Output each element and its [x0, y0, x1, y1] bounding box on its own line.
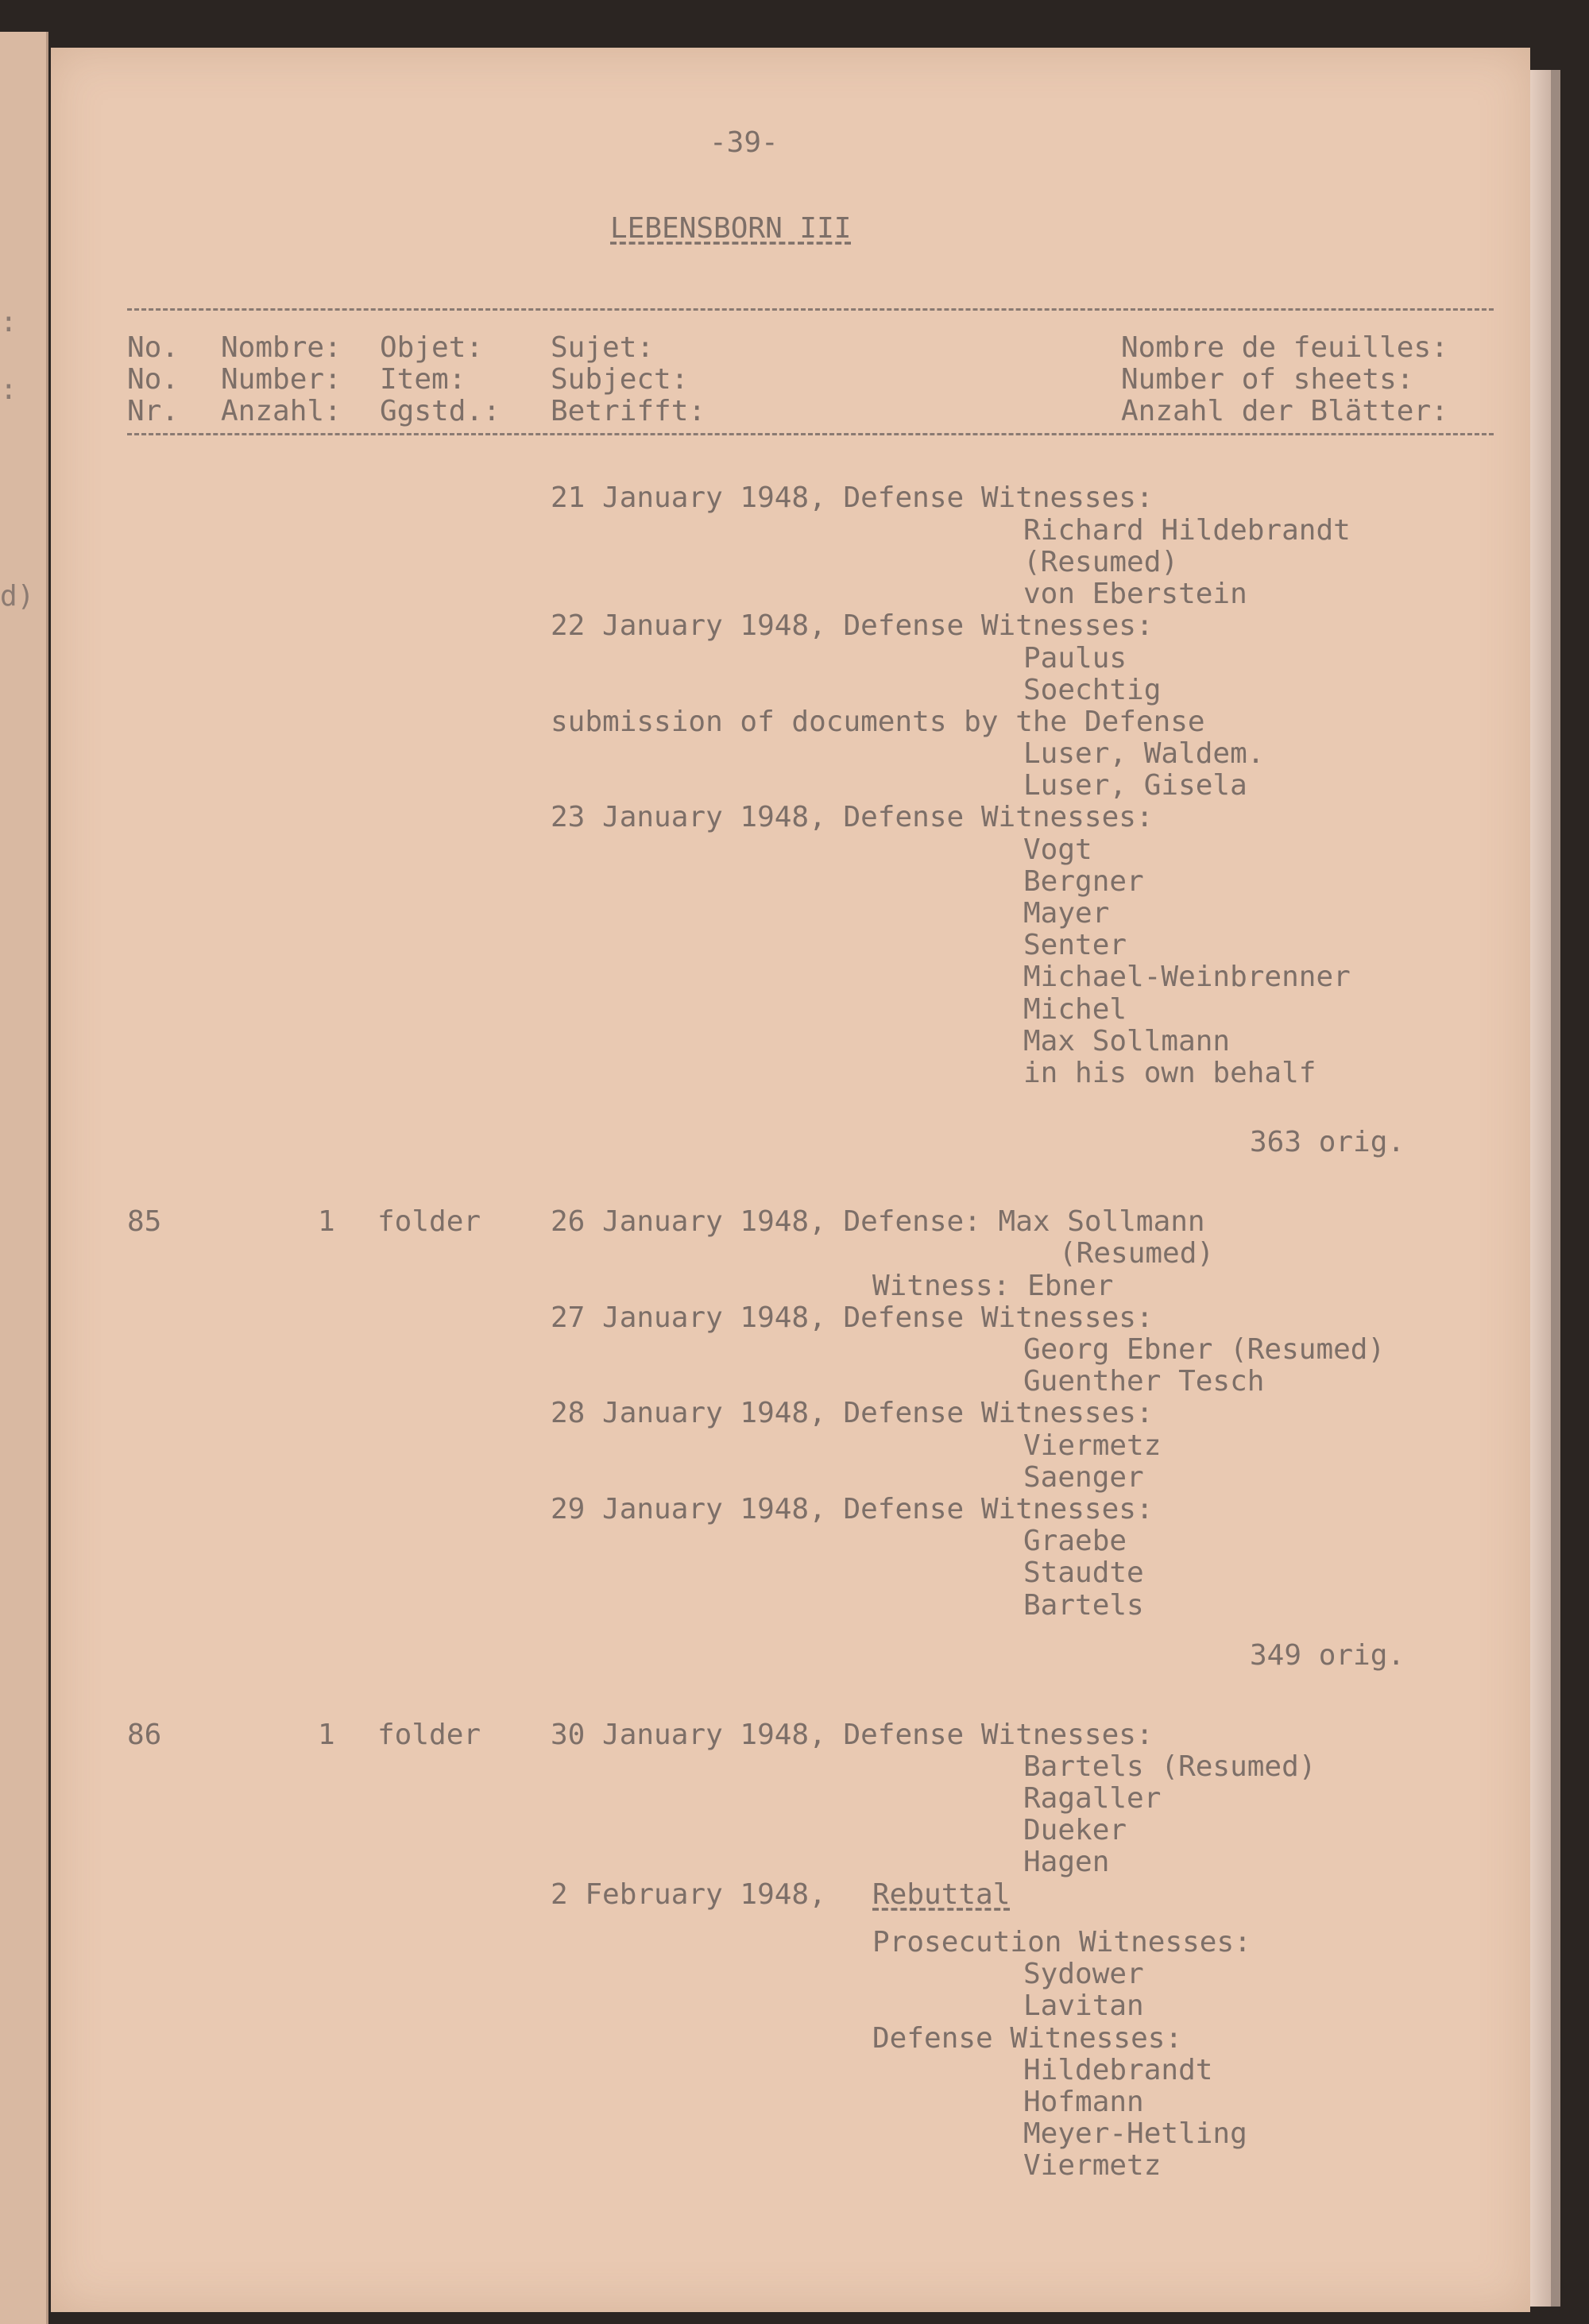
subject-line: 30 January 1948, Defense Witnesses: [551, 1719, 1154, 1751]
subject-line: Hofmann [1023, 2086, 1144, 2118]
subject-line: 23 January 1948, Defense Witnesses: [551, 801, 1154, 833]
subject-line: Bergner [1023, 865, 1144, 898]
subject-line: Saenger [1023, 1461, 1144, 1494]
subject-line: Ragaller [1023, 1782, 1162, 1815]
subject-line: Meyer-Hetling [1023, 2117, 1247, 2150]
header-rule-bottom [127, 433, 1494, 435]
header-no: Nr. [127, 395, 180, 427]
subject-line: 22 January 1948, Defense Witnesses: [551, 609, 1154, 642]
page-number: -39- [709, 126, 779, 159]
header-subject: Sujet: [551, 331, 655, 364]
header-item: Ggstd.: [380, 395, 501, 427]
subject-line: Prosecution Witnesses: [872, 1926, 1251, 1959]
margin-mark: : [0, 306, 17, 338]
header-count: Anzahl: [221, 395, 342, 427]
subject-line: 21 January 1948, Defense Witnesses: [551, 481, 1154, 514]
subject-line: Vogt [1023, 833, 1092, 866]
entry-number: 85 [127, 1205, 162, 1238]
subject-line: 29 January 1948, Defense Witnesses: [551, 1493, 1154, 1525]
header-sheets: Anzahl der Blätter: [1121, 395, 1448, 427]
subject-line: 26 January 1948, Defense: Max Sollmann [551, 1205, 1205, 1238]
subject-line: Sydower [1023, 1958, 1144, 1990]
subject-line: Hildebrandt [1023, 2054, 1213, 2086]
header-count: Number: [221, 363, 342, 396]
margin-mark: : [0, 373, 17, 406]
subject-line: Richard Hildebrandt [1023, 514, 1351, 547]
subject-line: Michael-Weinbrenner [1023, 961, 1351, 993]
header-subject: Subject: [551, 363, 689, 396]
subject-line: in his own behalf [1023, 1057, 1316, 1089]
page-edge-shadow [1551, 70, 1560, 2307]
subject-line: Lavitan [1023, 1990, 1144, 2022]
subject-line: Mayer [1023, 897, 1110, 930]
subject-line: Bartels (Resumed) [1023, 1750, 1316, 1783]
previous-page-edge [0, 32, 48, 2324]
subject-line: Guenther Tesch [1023, 1365, 1265, 1398]
subject-line: Max Sollmann [1023, 1025, 1231, 1058]
entry-item: folder [377, 1719, 481, 1751]
entry-item: folder [377, 1205, 481, 1238]
subject-line: Hagen [1023, 1846, 1110, 1878]
subject-line: submission of documents by the Defense [551, 706, 1205, 738]
header-no: No. [127, 363, 180, 396]
subject-line: von Eberstein [1023, 578, 1247, 610]
sheets-count: 349 orig. [1250, 1639, 1405, 1672]
sheets-count: 363 orig. [1250, 1126, 1405, 1158]
subject-line: 2 February 1948, [551, 1878, 826, 1911]
header-no: No. [127, 331, 180, 364]
header-item: Objet: [380, 331, 484, 364]
header-item: Item: [380, 363, 466, 396]
subject-line: Dueker [1023, 1814, 1127, 1846]
subject-line: Graebe [1023, 1525, 1127, 1557]
subject-line: Witness: Ebner [872, 1270, 1114, 1302]
margin-mark: d) [0, 580, 35, 613]
subject-line: Michel [1023, 993, 1127, 1026]
subject-line: (Resumed) [1023, 546, 1179, 578]
subject-line: Viermetz [1023, 1429, 1162, 1462]
subject-line: Paulus [1023, 642, 1127, 675]
subject-line: Senter [1023, 929, 1127, 961]
subject-line: Staudte [1023, 1556, 1144, 1589]
subject-line: Soechtig [1023, 674, 1162, 706]
header-sheets: Nombre de feuilles: [1121, 331, 1448, 364]
subject-line: Luser, Waldem. [1023, 737, 1265, 770]
header-count: Nombre: [221, 331, 342, 364]
subject-line: (Resumed) [1059, 1237, 1215, 1270]
header-subject: Betrifft: [551, 395, 706, 427]
rebuttal-heading: Rebuttal [872, 1878, 1011, 1911]
subject-line: Georg Ebner (Resumed) [1023, 1333, 1386, 1366]
page-title: LEBENSBORN III [610, 212, 852, 245]
header-sheets: Number of sheets: [1121, 363, 1414, 396]
subject-line: 27 January 1948, Defense Witnesses: [551, 1301, 1154, 1334]
subject-line: Bartels [1023, 1589, 1144, 1622]
entry-count: 1 [318, 1719, 335, 1751]
subject-line: Luser, Gisela [1023, 769, 1247, 802]
subject-line: Viermetz [1023, 2149, 1162, 2182]
header-rule-top [127, 308, 1494, 311]
subject-line: 28 January 1948, Defense Witnesses: [551, 1397, 1154, 1429]
page-edge [1530, 70, 1551, 2307]
subject-line: Defense Witnesses: [872, 2022, 1183, 2055]
entry-number: 86 [127, 1719, 162, 1751]
entry-count: 1 [318, 1205, 335, 1238]
